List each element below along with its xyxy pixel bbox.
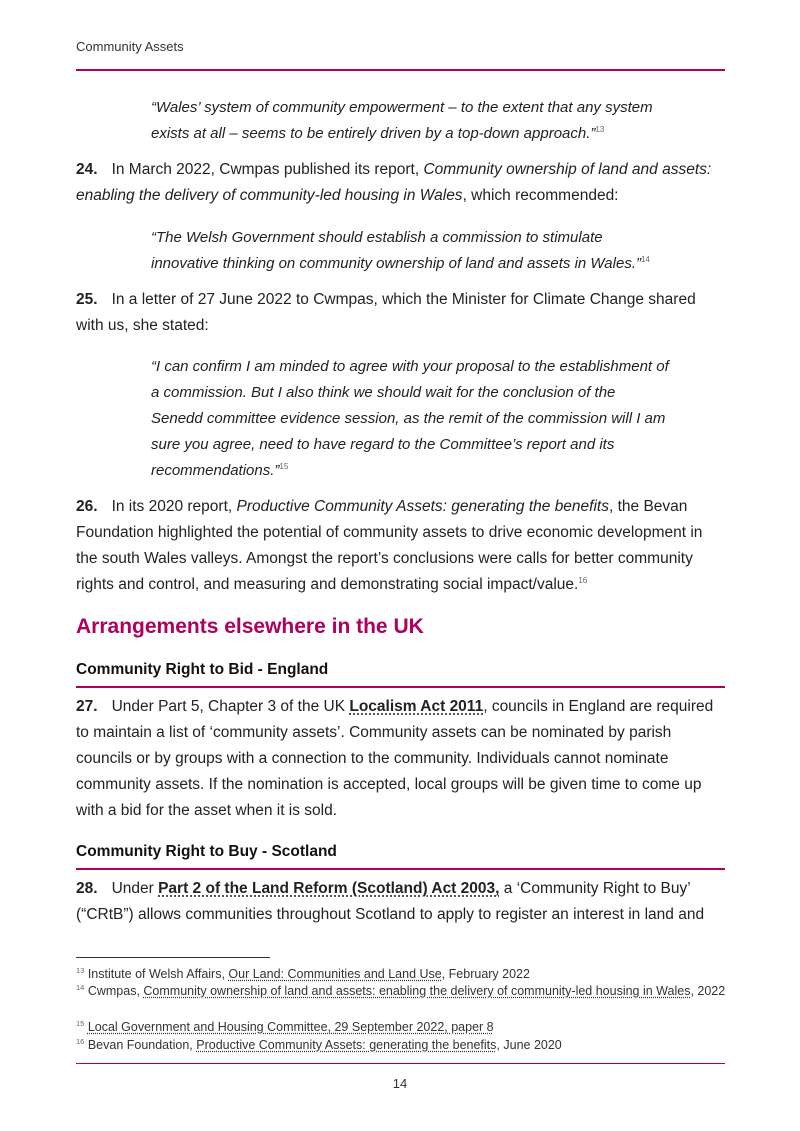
footnote-text: Bevan Foundation, — [87, 1038, 197, 1052]
paragraph-number: 24. — [76, 161, 98, 178]
footnote-text: Institute of Welsh Affairs, — [87, 967, 229, 981]
footnote-ref-13[interactable]: 13 — [595, 125, 605, 134]
footnote-separator — [76, 957, 270, 958]
footnote-text: , June 2020 — [496, 1038, 562, 1052]
subheading-rule — [76, 868, 725, 870]
paragraph-text: In a letter of 27 June 2022 to Cwmpas, which the Minister for Climate Change shared with us, she stated: — [76, 291, 696, 334]
quote-text: “Wales’ system of community empowerment – to the extent that any system exists at all – seems to be entirely driven by a top-down approach.” — [151, 99, 653, 142]
paragraph-number: 25. — [76, 291, 98, 308]
subheading-rule — [76, 686, 725, 688]
footnote-16 — [76, 1037, 726, 1054]
footnote-14 — [76, 983, 726, 1000]
paragraph-text: Under Part 5, Chapter 3 of the UK — [111, 698, 350, 715]
paragraph-text: In its 2020 report, — [111, 498, 237, 515]
header-rule — [76, 69, 725, 71]
footnote-ref-16[interactable]: 16 — [578, 575, 588, 585]
footer-rule — [76, 1063, 725, 1064]
footnote-ref-14[interactable]: 14 — [640, 255, 650, 264]
footnote-link[interactable]: Local Government and Housing Committee, 29 September 2022, paper 8 — [87, 1020, 494, 1034]
paragraph-27 — [76, 694, 726, 824]
paragraph-text: , which recommended: — [462, 187, 619, 204]
footnote-link[interactable]: Our Land: Communities and Land Use — [228, 967, 442, 981]
footnote-number: 16 — [76, 1036, 85, 1046]
quote-text: “I can confirm I am minded to agree with your proposal to the establishment of a commission. But I also think we should wait for the conclusion of the Senedd committee evidence session, as the remit of the commission will I am sure you agree, need to have regard to the Committee’s report and its recommendations.” — [151, 358, 669, 479]
footnote-number: 15 — [76, 1018, 85, 1028]
paragraph-24 — [76, 157, 726, 209]
footnote-15 — [76, 1019, 726, 1036]
localism-act-link[interactable]: Localism Act 2011 — [349, 698, 484, 715]
subheading-right-to-bid: Community Right to Bid - England — [76, 661, 329, 678]
quote-14 — [151, 225, 671, 277]
footnote-link[interactable]: Community ownership of land and assets: enabling the delivery of community-led housing in Wales — [143, 984, 691, 998]
paragraph-number: 28. — [76, 880, 98, 897]
report-title: Community ownership of land and assets: enabling the delivery of community-led housing in Wales — [76, 161, 712, 204]
footnote-text: , February 2022 — [441, 967, 530, 981]
page-number: 14 — [392, 1076, 408, 1091]
footnote-ref-15[interactable]: 15 — [279, 462, 289, 471]
paragraph-text: In March 2022, Cwmpas published its report, — [111, 161, 424, 178]
footnote-13 — [76, 966, 726, 983]
paragraph-text: Under — [111, 880, 159, 897]
paragraph-26 — [76, 494, 726, 598]
section-heading: Arrangements elsewhere in the UK — [76, 615, 424, 638]
paragraph-25 — [76, 287, 726, 339]
land-reform-act-link[interactable]: Part 2 of the Land Reform (Scotland) Act 2003, — [158, 880, 500, 897]
footnote-text: , 2022 — [690, 984, 726, 998]
quote-13 — [151, 95, 671, 147]
paragraph-28 — [76, 876, 726, 928]
footnote-text: Cwmpas, — [87, 984, 144, 998]
quote-15 — [151, 354, 671, 484]
quote-text: “The Welsh Government should establish a commission to stimulate innovative thinking on community ownership of land and assets in Wales.” — [151, 229, 641, 272]
report-title: Productive Community Assets: generating the benefits — [236, 498, 609, 515]
paragraph-number: 27. — [76, 698, 98, 715]
paragraph-number: 26. — [76, 498, 98, 515]
paragraph-text: , councils in England are required to maintain a list of ‘community assets’. Community assets can be nominated by parish councils or by groups with a connection to the community. Individuals cannot nominate community assets. If the nomination is accepted, local groups will be given time to come up with a bid for the asset when it is sold. — [76, 698, 714, 819]
footnote-number: 13 — [76, 965, 85, 975]
subheading-right-to-buy: Community Right to Buy - Scotland — [76, 843, 337, 860]
footnote-number: 14 — [76, 982, 85, 992]
running-header: Community Assets — [76, 39, 184, 54]
footnote-link[interactable]: Productive Community Assets: generating the benefits — [196, 1038, 497, 1052]
paragraph-text: , the Bevan Foundation highlighted the potential of community assets to drive economic development in the south Wales valleys. Amongst the report’s conclusions were calls for better community rights and control, and measuring and demonstrating social impact/value. — [76, 498, 703, 593]
paragraph-text: a ‘Community Right to Buy’ (“CRtB”) allows communities throughout Scotland to apply to register an interest in land and — [76, 880, 705, 923]
